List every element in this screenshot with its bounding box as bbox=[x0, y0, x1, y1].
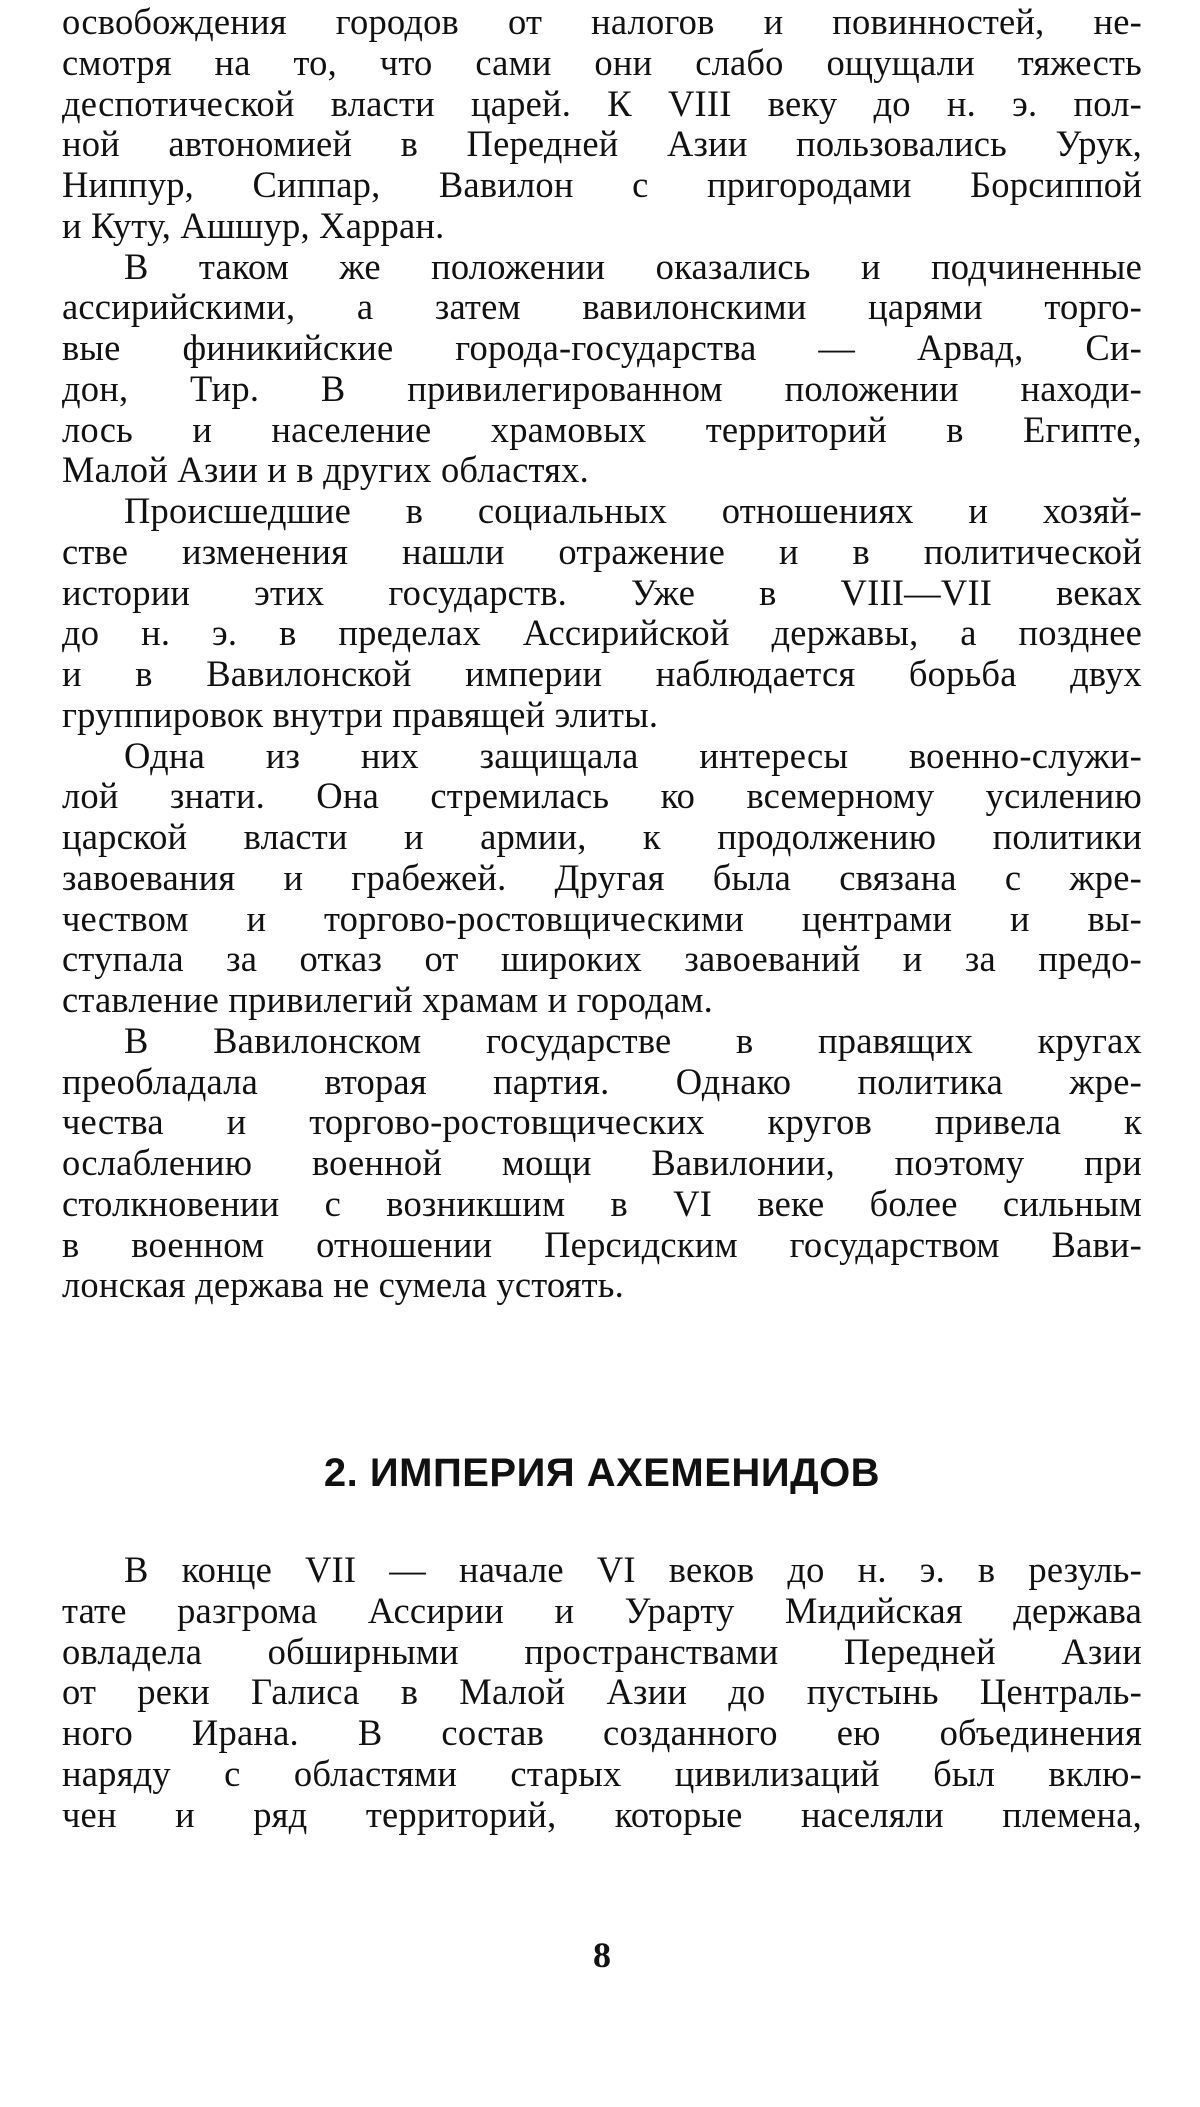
text-line: чеством и торгово-ростовщическими центрами и вы- bbox=[62, 897, 1142, 939]
text-line: освобождения городов от налогов и повинностей, не- bbox=[62, 1, 1142, 42]
body-text-bottom bbox=[62, 1550, 1142, 1835]
text-line: преобладала вторая партия. Однако политика жре- bbox=[62, 1060, 1142, 1102]
text-line: чества и торгово-ростовщических кругов привела к bbox=[62, 1101, 1142, 1143]
page-number: 8 bbox=[593, 1935, 611, 1975]
text-line: истории этих государств. Уже в VIII—VII веках bbox=[62, 571, 1142, 613]
text-line: ступала за отказ от широких завоеваний и за предо- bbox=[62, 938, 1142, 980]
text-line: тате разгрома Ассирии и Урарту Мидийская держава bbox=[62, 1589, 1142, 1631]
text-line: лой знати. Она стремилась ко всемерному усилению bbox=[62, 775, 1142, 817]
text-line: В таком же положении оказались и подчиненные bbox=[124, 245, 1142, 287]
text-line: деспотической власти царей. К VIII веку до н. э. пол- bbox=[62, 82, 1142, 124]
text-line: Малой Азии и в других областях. bbox=[62, 449, 589, 491]
text-line: наряду с областями старых цивилизаций был вклю- bbox=[62, 1752, 1142, 1794]
text-line: дон, Тир. В привилегированном положении находи- bbox=[62, 367, 1142, 409]
text-line: чен и ряд территорий, которые населяли племена, bbox=[62, 1793, 1142, 1835]
text-line: и Куту, Ашшур, Харран. bbox=[62, 204, 445, 246]
text-line: вые финикийские города-государства — Арвад, Си- bbox=[62, 327, 1142, 368]
text-line: Происшедшие в социальных отношениях и хозяй- bbox=[124, 490, 1142, 531]
text-line: группировок внутри правящей элиты. bbox=[62, 693, 659, 735]
text-line: Одна из них защищала интересы военно-служи- bbox=[124, 734, 1142, 776]
text-line: ставление привилегий храмам и городам. bbox=[62, 979, 714, 1020]
text-line: смотря на то, что сами они слабо ощущали тяжесть bbox=[62, 41, 1142, 83]
text-line: царской власти и армии, к продолжению политики bbox=[62, 816, 1142, 857]
text-line: овладела обширными пространствами Передней Азии bbox=[62, 1630, 1142, 1672]
text-line: столкновении с возникшим в VI веке более сильным bbox=[62, 1182, 1142, 1224]
text-line: лось и население храмовых территорий в Египте, bbox=[62, 408, 1142, 450]
text-line: лонская держава не сумела устоять. bbox=[62, 1264, 624, 1306]
text-line: ного Ирана. В состав созданного ею объединения bbox=[62, 1712, 1142, 1753]
text-line: от реки Галиса в Малой Азии до пустынь Централь- bbox=[62, 1671, 1142, 1713]
text-line: ослаблению военной мощи Вавилонии, поэтому при bbox=[62, 1142, 1142, 1183]
text-line: завоевания и грабежей. Другая была связана с жре- bbox=[62, 856, 1142, 898]
text-line: до н. э. в пределах Ассирийской державы, а позднее bbox=[62, 612, 1142, 654]
section-heading: 2. ИМПЕРИЯ АХЕМЕНИДОВ bbox=[323, 1451, 881, 1495]
body-text-top bbox=[62, 2, 1142, 1306]
text-line: стве изменения нашли отражение и в политической bbox=[62, 530, 1142, 572]
text-line: и в Вавилонской империи наблюдается борьба двух bbox=[62, 653, 1142, 694]
text-line: ной автономией в Передней Азии пользовались Урук, bbox=[62, 123, 1142, 165]
text-line: в военном отношении Персидским государством Вави- bbox=[62, 1223, 1142, 1265]
text-line: В конце VII — начале VI веков до н. э. в резуль- bbox=[124, 1549, 1142, 1590]
text-line: В Вавилонском государстве в правящих кругах bbox=[124, 1019, 1142, 1061]
text-line: Ниппур, Сиппар, Вавилон с пригородами Борсиппой bbox=[62, 164, 1142, 205]
text-line: ассирийскими, а затем вавилонскими царями торго- bbox=[62, 286, 1142, 328]
